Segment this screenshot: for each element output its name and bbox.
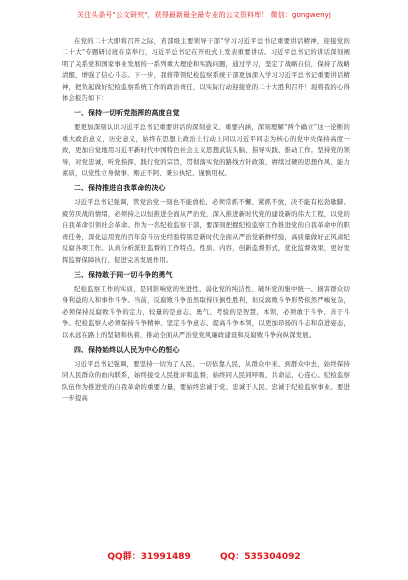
- document-body: [62, 36, 350, 408]
- section-heading-4: 四、保持始终以人民为中心的恒心: [74, 345, 180, 354]
- promo-banner: 关注头条号"公文研究"，获得最新最全最专业的公文资料库！ 微信：gongwenyj: [77, 11, 331, 19]
- section-paragraph-2: 习近平总书记强调，管党治党一刻也不能放松，必须常抓不懈、紧抓不放，决不能有松劲歇脚、疲劳厌战的情绪，必须持之以恒推进全面从严治党，深入推进新时代党的建设新的伟大工程，以党的自我革命引领社会革命。作为一名纪检监察干部，要深刻把握纪检监察工作推进党的自我革命中的职责任务，深化运用党的百年奋斗历史经验特别是新时代全面从严治党新鲜经验，高质量做好正风肃纪反腐各项工作。认真分析派驻监督的工作特点、性质、内容，创新监督形式，优化监督效果，更好发挥监督保障执行、促进完善发展作用。: [62, 199, 350, 264]
- section-paragraph-1: 要更加深刻认识习近平总书记重要讲话的深刻意义、重要内涵，深刻理解“两个确立”这一论断的重大政治意义、历史意义，始终在思想上政治上行动上同以习近平同志为核心的党中央保持高度一致，更加自觉地用习近平新时代中国特色社会主义思想武装头脑、指导实践、推动工作。坚持党的领导，对党忠诚，听党指挥，践行党的宗旨，贯彻落实党的路线方针政策，赓续过硬的思想作风、能力素质，以党性立身做事，刚正不阿、秉公执纪、谨慎用权。: [62, 124, 350, 178]
- section-paragraph-3: 纪检监察工作的实质，是同影响党的先进性、弱化党的纯洁性、破坏党的集中统一、损害群众切身利益的人和事作斗争。当前，反腐败斗争虽然取得压倒性胜利，但反腐败斗争形势依然严峻复杂，必须保持反腐败斗争的定力，较量的是意志、勇气、考验的是智慧、本领，必须敢于斗争、善于斗争。纪检监察人必须保持斗争精神、坚定斗争意志、提高斗争本领，以更加昂扬的斗志和奋进姿态，以永远在路上的坚韧和执着，推动全面从严治党党风廉政建设和反腐败斗争向纵深发展。: [62, 285, 350, 339]
- section-heading-3: 三、保持敢于同一切斗争的勇气: [74, 270, 173, 279]
- section-paragraph-4: 习近平总书记强调，要坚持一切为了人民、一切依靠人民，从群众中来、到群众中去，始终保持同人民群众的血肉联系，始终接受人民批评和监督，始终同人民同呼吸、共命运、心连心。纪检监察队伍作为推进党的自我革命的重要力量，要始终忠诚于党、忠诚于人民、忠诚于纪检监察事业。要进一步提高: [62, 360, 350, 403]
- section-heading-1: 一、保持一切听党指挥的高度自觉: [74, 109, 180, 118]
- section-heading-2: 二、保持推进自我革命的决心: [74, 184, 166, 193]
- intro-paragraph: 在党的二十大即将召开之际，省部级主要领导干部“学习习近平总书记重要讲话精神，迎接党的二十大”专题研讨班在京举行，习近平总书记在开班式上发表重要讲话。习近平总书记的讲话深刻阐明了关系党和国家事业发展的一系列重大理论和实践问题，通过学习，坚定了战略自信，保持了战略清醒，增强了信心斗志。下一步，我将带领纪检监察系统干部更加深入学习习近平总书记重要讲话精神，把负起做好纪检监察系统工作的政治责任，以实际行动迎接党的二十大胜利召开！现将我的心得体会报告如下：: [62, 38, 350, 103]
- qq-group-number: QQ群：31991489: [107, 552, 191, 562]
- contact-footer: [0, 551, 408, 563]
- qq-number: QQ：535304092: [219, 552, 301, 562]
